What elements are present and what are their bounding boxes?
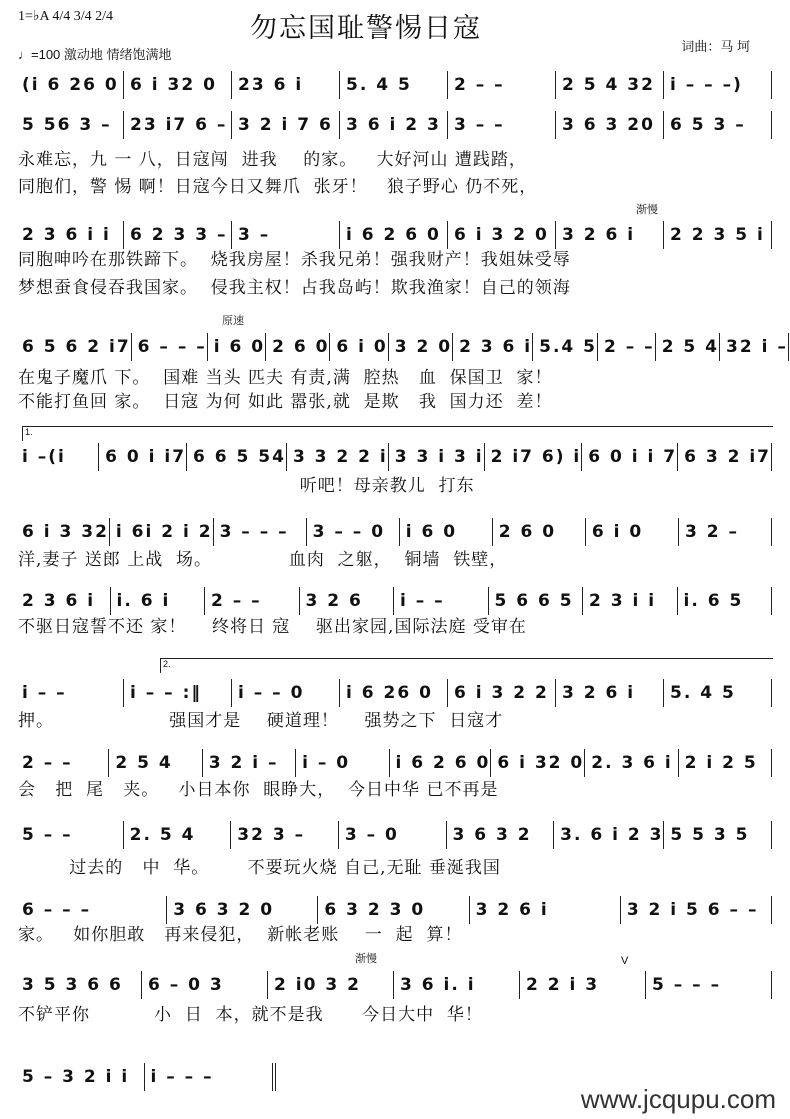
measure: 3 2 i 5 6 – – xyxy=(621,896,772,924)
measure: 2 – – xyxy=(16,749,109,777)
notation-system xyxy=(16,586,772,616)
measure: 2. 3 6 i xyxy=(585,749,678,777)
measure: i –(i xyxy=(16,443,99,471)
measure: 6 5 6 2 i7 xyxy=(16,333,132,361)
measure: 2 6 0 xyxy=(493,518,586,546)
measure: 5. 4 5 xyxy=(664,679,772,707)
measure: i 6 0 xyxy=(400,518,493,546)
measure: 32 i – xyxy=(720,333,789,361)
measure: 5 6 6 5 xyxy=(489,587,584,615)
ritardando-marking: 渐慢 xyxy=(636,204,658,216)
measure: (i 6 26 0 xyxy=(16,71,124,99)
lyric-line: 不驱日寇誓不还 家！ 终将日 寇 驱出家园,国际法庭 受审在 xyxy=(18,617,527,637)
a-tempo-marking: 原速 xyxy=(222,315,244,327)
notation-system xyxy=(16,1062,276,1092)
measure: 2 5 4 xyxy=(656,333,720,361)
measure: 6 i 32 0 xyxy=(124,71,232,99)
notation-system xyxy=(16,678,772,708)
measure: 2 – – xyxy=(598,333,656,361)
lyric-line: 同胞呻吟在那铁蹄下。 烧我房屋！杀我兄弟！强我财产！我姐妹受辱 xyxy=(18,250,571,270)
measure: 6 i 3 2 2 xyxy=(448,679,556,707)
measure: 2 – – xyxy=(205,587,300,615)
lyric-line: 永难忘，九 一 八，日寇闯 进我 的家。 大好河山 遭践踏， xyxy=(18,150,527,170)
measure: 6 2 3 3 – xyxy=(124,221,232,249)
lyric-line: 家。 如你胆敢 再来侵犯， 新帐老账 一 起 算！ xyxy=(18,925,463,945)
measure: 2 3 6 i xyxy=(16,587,111,615)
measure: 3 – 0 xyxy=(339,821,447,849)
measure: 2 2 i 3 xyxy=(520,971,646,999)
notation-system xyxy=(16,517,772,547)
measure: 3 – – – xyxy=(214,518,307,546)
measure: 3 2 0 xyxy=(389,333,453,361)
measure: 6 i 0 xyxy=(586,518,679,546)
measure: 3 2 6 xyxy=(300,587,395,615)
breath-mark: V xyxy=(621,955,629,967)
measure: 5 56 3 – xyxy=(16,111,124,139)
measure: 3 6 i. i xyxy=(394,971,520,999)
notation-system xyxy=(16,70,772,100)
measure: i 6i 2 i 2 xyxy=(110,518,214,546)
measure: i – – –) xyxy=(664,71,772,99)
measure: i 6 2 6 0 xyxy=(340,221,448,249)
measure: 6 0 i i7 xyxy=(99,443,187,471)
measure: 3 6 i 2 3 xyxy=(340,111,448,139)
volta-2: 2. xyxy=(160,658,773,673)
measure: 3 2 6 i xyxy=(556,221,664,249)
measure: 2. 5 4 xyxy=(124,821,232,849)
lyric-line: 在鬼子魔爪 下。 国难 当头 匹夫 有责,满 腔热 血 保国卫 家！ xyxy=(18,368,553,388)
lyric-line: 会 把 尾 夹。 小日本你 眼睁大， 今日中华 已不再是 xyxy=(18,780,499,800)
notation-system xyxy=(16,895,772,925)
measure: i 6 0 xyxy=(208,333,266,361)
measure: 6 – – – xyxy=(132,333,208,361)
measure: 6 5 3 – xyxy=(664,111,772,139)
measure: 3 5 3 6 6 xyxy=(16,971,142,999)
measure: 2 3 i i xyxy=(583,587,678,615)
measure: 6 i 3 32 xyxy=(16,518,110,546)
measure: 32 3 – xyxy=(231,821,339,849)
lyric-line: 过去的 中 华。 不要玩火烧 自己,无耻 垂涎我国 xyxy=(18,858,501,878)
measure: i – 0 xyxy=(296,749,389,777)
measure: 3 2 i – xyxy=(203,749,296,777)
measure: 5. 4 5 xyxy=(340,71,448,99)
notation-system xyxy=(16,332,788,362)
lyric-line: 不铲平你 小 日 本，就不是我 今日大中 华！ xyxy=(18,1005,483,1025)
measure: 3 – – xyxy=(448,111,556,139)
volta-1: 1. xyxy=(22,426,773,441)
measure: 3 3 i 3 i xyxy=(389,443,485,471)
measure: 5 5 3 5 xyxy=(664,821,772,849)
notation-system xyxy=(16,748,772,778)
measure: 3 2 6 i xyxy=(556,679,664,707)
measure: 23 i7 6 – xyxy=(124,111,232,139)
measure: 6 i 0 xyxy=(330,333,388,361)
measure: i – – 0 xyxy=(232,679,340,707)
measure: 2 i0 3 2 xyxy=(268,971,394,999)
measure: 6 3 2 i7 xyxy=(678,443,772,471)
notation-system xyxy=(16,110,772,140)
notation-system xyxy=(16,820,772,850)
measure: i – – :‖ xyxy=(124,679,232,707)
measure: i – – xyxy=(394,587,489,615)
measure: i 6 2 6 0 xyxy=(390,749,492,777)
measure: i. 6 i xyxy=(111,587,206,615)
measure: 2 5 4 32 xyxy=(556,71,664,99)
song-title: 勿忘国耻警惕日寇 xyxy=(250,13,482,44)
watermark: www.jcqupu.com xyxy=(580,1084,776,1114)
measure: 2 2 3 5 i xyxy=(664,221,772,249)
measure: 2 6 0 xyxy=(266,333,330,361)
measure: i – – – xyxy=(145,1063,277,1091)
measure: 3 2 6 i xyxy=(470,896,621,924)
measure: 6 – 0 3 xyxy=(142,971,268,999)
measure: 5 – – – xyxy=(646,971,772,999)
lyric-line: 不能打鱼回 家。 日寇 为何 如此 嚣张,就 是欺 我 国力还 差！ xyxy=(18,392,553,412)
measure: 3 6 3 2 0 xyxy=(167,896,318,924)
lyric-line: 洋,妻子 送郎 上战 场。 血肉 之躯， 铜墙 铁壁， xyxy=(18,550,508,570)
notation-system xyxy=(16,970,772,1000)
measure: i 6 26 0 xyxy=(340,679,448,707)
measure: i. 6 5 xyxy=(678,587,773,615)
measure: 5.4 5 xyxy=(533,333,598,361)
measure: 3 6 3 20 xyxy=(556,111,664,139)
measure: 3 – xyxy=(232,221,340,249)
lyric-line: 押。 强国才是 硬道理！ 强势之下 日寇才 xyxy=(18,711,504,731)
key-signature: 1=♭A 4/4 3/4 2/4 xyxy=(18,9,114,24)
measure: 3 6 3 2 xyxy=(447,821,555,849)
measure: 6 0 i i 7 xyxy=(582,443,678,471)
measure: 5 – 3 2 i i xyxy=(16,1063,145,1091)
lyric-line: 梦想蚕食侵吞我国家。 侵我主权！占我岛屿！欺我渔家！自己的领海 xyxy=(18,278,571,298)
measure: 2 i 2 5 xyxy=(679,749,772,777)
measure: 3 2 i 7 6 xyxy=(232,111,340,139)
tempo-marking: ♩=100 激动地 情绪饱满地 xyxy=(18,47,172,62)
measure: 3 2 – xyxy=(679,518,772,546)
measure: 3 – – 0 xyxy=(307,518,400,546)
lyric-line: 同胞们，警 惕 啊！日寇今日又舞爪 张牙！ 狼子野心 仍不死， xyxy=(18,177,538,197)
measure: 2 – – xyxy=(448,71,556,99)
measure: 2 i7 6) i xyxy=(485,443,583,471)
measure: 3. 6 i 2 3 xyxy=(554,821,664,849)
measure: 3 3 2 2 i xyxy=(287,443,389,471)
measure: 6 3 2 3 0 xyxy=(318,896,469,924)
measure: 2 3 6 i i xyxy=(16,221,124,249)
measure: 23 6 i xyxy=(232,71,340,99)
measure: 6 – – – xyxy=(16,896,167,924)
composer-credit: 词曲：马 坷 xyxy=(681,39,750,54)
ritardando-marking-2: 渐慢 xyxy=(355,953,377,965)
measure: i – – xyxy=(16,679,124,707)
notation-system xyxy=(16,442,772,472)
measure: 2 5 4 xyxy=(109,749,202,777)
measure: 2 3 6 i xyxy=(453,333,533,361)
notation-system xyxy=(16,220,772,250)
measure: 5 – – xyxy=(16,821,124,849)
measure: 6 6 5 54 xyxy=(187,443,287,471)
lyric-line: 听吧！母亲教儿 打东 xyxy=(18,476,475,496)
measure: 6 i 3 2 0 xyxy=(448,221,556,249)
measure: 6 i 32 0 xyxy=(491,749,585,777)
